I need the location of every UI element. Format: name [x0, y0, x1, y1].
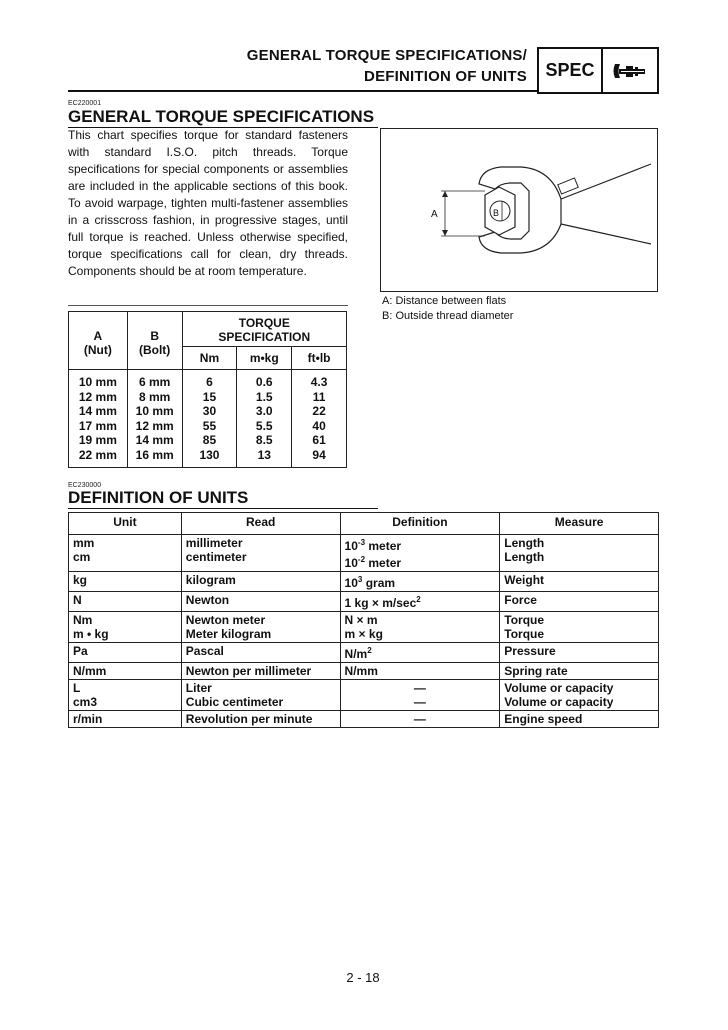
read-cell: Liter Cubic centimeter: [181, 680, 340, 711]
page-number: 2 - 18: [346, 970, 380, 985]
unit-cell: Nm m • kg: [69, 612, 182, 643]
read-cell: Newton per millimeter: [181, 663, 340, 680]
unit-cell: Pa: [69, 643, 182, 663]
spec-badge-label: SPEC: [539, 49, 603, 92]
unit-cell: kg: [69, 572, 182, 592]
col-b-header: B (Bolt): [127, 312, 182, 370]
spec-badge: [537, 47, 659, 94]
read-cell: Revolution per minute: [181, 711, 340, 728]
definition-cell: $N/m^2$: [340, 643, 500, 663]
measure-cell: Weight: [500, 572, 659, 592]
torque-group-header: TORQUE SPECIFICATION: [218, 316, 311, 344]
units-header-definition: Definition: [340, 513, 500, 535]
nut-sizes: 10 mm 12 mm 14 mm 17 mm 19 mm 22 mm: [69, 370, 128, 468]
caliper-icon: [603, 49, 657, 92]
read-cell: Newton meter Meter kilogram: [181, 612, 340, 643]
header-title-line1: GENERAL TORQUE SPECIFICATIONS/: [246, 47, 527, 64]
unit-cell: mm cm: [69, 535, 182, 572]
table-row: [69, 643, 659, 663]
table-row: [69, 663, 659, 680]
header-rule: [68, 90, 538, 92]
measure-cell: Pressure: [500, 643, 659, 663]
units-table: [68, 512, 659, 728]
read-cell: Pascal: [181, 643, 340, 663]
col-a-header: A (Nut): [69, 312, 128, 370]
bolt-sizes: 6 mm 8 mm 10 mm 12 mm 14 mm 16 mm: [127, 370, 182, 468]
paragraph-rule: [68, 305, 348, 306]
read-cell: millimeter centimeter: [181, 535, 340, 572]
ftlb-values: 4.3 11 22 40 61 94: [310, 375, 328, 462]
definition-cell: $10^3$ gram: [340, 572, 500, 592]
intro-paragraph: This chart specifies torque for standard fasteners with standard I.S.O. pitch threads. Torque specifications for special components or assemblies are included in the applicable sections of this book. To avoid warpage, tighten multi-fastener assemblies in a crisscross fashion, in progressive stages, until full torque is reached. Unless otherwise specified, torque specifications call for clean, dry threads. Components should be at room temperature.: [68, 128, 348, 278]
measure-cell: Torque Torque: [500, 612, 659, 643]
definition-cell: $10^{-3}$ meter $10^{-2}$ meter: [340, 535, 500, 572]
definition-cell: — —: [340, 680, 500, 711]
measure-cell: Force: [500, 592, 659, 612]
torque-table: [68, 311, 347, 468]
unit-cell: N: [69, 592, 182, 612]
measure-cell: Length Length: [500, 535, 659, 572]
read-cell: kilogram: [181, 572, 340, 592]
figure-label-a: A: [431, 209, 438, 220]
table-row: [69, 612, 659, 643]
caption-a: A: Distance between flats: [382, 295, 507, 307]
definition-cell: 1 kg × $m/\sec^2$: [340, 592, 500, 612]
definition-cell: N/mm: [340, 663, 500, 680]
unit-cell: N/mm: [69, 663, 182, 680]
definition-cell: N × m m × kg: [340, 612, 500, 643]
units-body: [69, 535, 659, 728]
figure-label-b: B: [493, 208, 500, 218]
section-code: EC220001: [68, 100, 102, 107]
measure-cell: Engine speed: [500, 711, 659, 728]
section2-rule: [68, 508, 378, 509]
wrench-figure: [380, 128, 658, 292]
col-nm-header: Nm: [182, 347, 237, 370]
caption-b: B: Outside thread diameter: [382, 310, 514, 322]
section2-title: DEFINITION OF UNITS: [68, 488, 249, 507]
measure-cell: Volume or capacity Volume or capacity: [500, 680, 659, 711]
table-row: [69, 572, 659, 592]
table-row: [69, 711, 659, 728]
definition-cell: —: [340, 711, 500, 728]
col-ftlb-header: ft•lb: [292, 347, 347, 370]
mkg-values: 0.6 1.5 3.0 5.5 8.5 13: [237, 370, 292, 468]
nm-values: 6 15 30 55 85 130: [182, 370, 237, 468]
units-header-measure: Measure: [500, 513, 659, 535]
table-row: [69, 592, 659, 612]
unit-cell: L cm3: [69, 680, 182, 711]
units-header-unit: Unit: [69, 513, 182, 535]
section2-code: EC230000: [68, 482, 102, 489]
table-row: [69, 535, 659, 572]
table-row: [69, 680, 659, 711]
header-title-line2: DEFINITION OF UNITS: [364, 68, 527, 85]
read-cell: Newton: [181, 592, 340, 612]
measure-cell: Spring rate: [500, 663, 659, 680]
wrench-illustration: [381, 129, 657, 291]
units-header-read: Read: [181, 513, 340, 535]
unit-cell: r/min: [69, 711, 182, 728]
section-title: GENERAL TORQUE SPECIFICATIONS: [68, 107, 375, 126]
col-mkg-header: m•kg: [237, 347, 292, 370]
